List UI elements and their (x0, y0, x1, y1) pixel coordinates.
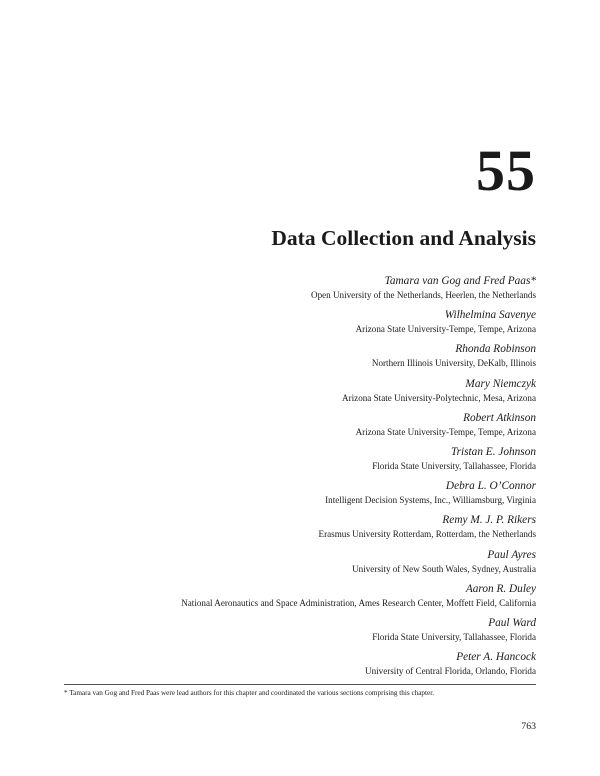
author-name: Aaron R. Duley (465, 582, 536, 595)
author-entry (16, 616, 536, 650)
author-affiliation: University of New South Wales, Sydney, Australia (352, 563, 536, 574)
chapter-title: Data Collection and Analysis (271, 226, 536, 250)
author-name: Debra L. O’Connor (445, 480, 536, 493)
author-entry (16, 479, 536, 513)
author-affiliation: Arizona State University-Tempe, Tempe, Arizona (355, 426, 536, 437)
page-number: 763 (521, 721, 536, 732)
author-affiliation: University of Central Florida, Orlando, Florida (365, 666, 536, 677)
author-name: Paul Ayres (487, 548, 536, 561)
author-affiliation: Florida State University, Tallahassee, Florida (372, 631, 536, 642)
author-name: Tristan E. Johnson (450, 445, 536, 458)
footnote: * Tamara van Gog and Fred Paas were lead authors for this chapter and coordinated the various sections comprising this chapter. (64, 689, 435, 697)
author-affiliation: Open University of the Netherlands, Heerlen, the Netherlands (311, 290, 536, 300)
author-affiliation: Arizona State University-Polytechnic, Mesa, Arizona (342, 392, 536, 403)
author-name: Peter A. Hancock (456, 651, 536, 664)
chapter-number: 55 (476, 138, 536, 203)
author-affiliation: National Aeronautics and Space Administration, Ames Research Center, Moffett Field, California (181, 597, 536, 608)
author-affiliation: Northern Illinois University, DeKalb, Illinois (371, 358, 536, 369)
author-affiliation: Erasmus University Rotterdam, Rotterdam, the Netherlands (318, 529, 536, 540)
author-name: Tamara van Gog and Fred Paas* (384, 275, 536, 287)
author-entry (16, 582, 536, 616)
author-entry (16, 377, 536, 411)
author-list (16, 274, 536, 684)
author-name: Rhonda Robinson (455, 343, 536, 356)
author-entry (16, 650, 536, 684)
author-affiliation: Arizona State University-Tempe, Tempe, Arizona (355, 324, 536, 335)
author-name: Remy M. J. P. Rikers (442, 514, 536, 527)
author-entry (16, 308, 536, 342)
author-entry (16, 411, 536, 445)
author-entry (16, 548, 536, 582)
author-entry (16, 342, 536, 376)
footnote-divider (64, 684, 536, 685)
author-name: Wilhelmina Savenye (444, 309, 536, 322)
author-affiliation: Florida State University, Tallahassee, Florida (372, 460, 536, 471)
author-entry (16, 513, 536, 547)
author-entry (16, 274, 536, 308)
author-name: Paul Ward (488, 616, 536, 629)
author-affiliation: Intelligent Decision Systems, Inc., Williamsburg, Virginia (325, 495, 536, 506)
author-name: Robert Atkinson (463, 411, 536, 424)
author-name: Mary Niemczyk (465, 377, 536, 390)
author-entry (16, 445, 536, 479)
